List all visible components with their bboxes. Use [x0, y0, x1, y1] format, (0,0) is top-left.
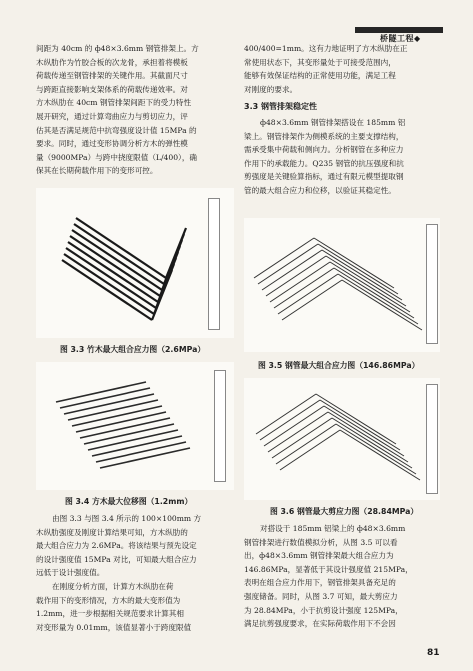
text-line: 表明在组合应力作用下，钢管排架具备充足的 — [244, 578, 396, 588]
running-header: 桥隧工程◆ — [380, 34, 421, 43]
color-legend — [426, 224, 438, 344]
text-line: 为 28.84MPa，小于抗剪设计强度 125MPa， — [244, 605, 403, 615]
text-line: 对搭设于 185mm 铝梁上的 ф48×3.6mm — [260, 524, 406, 533]
color-legend — [214, 370, 226, 482]
text-line: 对变形量为 0.01mm，该值显著小于跨度限值 — [36, 622, 192, 632]
text-line: 1.2mm，进一步根据相关规范要求计算其相 — [36, 609, 184, 619]
text-line: 强度储备。同时，从图 3.7 可知，最大剪应力 — [244, 591, 398, 601]
text-line: 要求。同时，通过变形协调分析方木的弹性模 — [36, 139, 188, 149]
text-line: 常使用状态下，其变形量处于可接受范围内， — [244, 57, 396, 67]
figure-3-3 — [36, 188, 234, 338]
text-line: 与跨距直接影响支架体系的荷载传递效率。对 — [36, 84, 188, 94]
right-column-top — [244, 42, 440, 198]
text-line: 间距为 40cm 的 ф48×3.6mm 钢管排架上。方 — [36, 44, 199, 53]
text-line: ф48×3.6mm 钢管排架搭设在 185mm 铝 — [260, 117, 406, 127]
figure-3-4 — [36, 362, 234, 490]
text-line: 钢管排架进行数值模拟分析，从图 3.5 可以看 — [244, 537, 398, 547]
page-number: 81 — [427, 648, 440, 658]
text-line: 荷载传递至钢管排架的关键作用。其截面尺寸 — [36, 71, 188, 81]
text-line: 400/400=1mm。这有力地证明了方木纵肋在正 — [244, 44, 408, 53]
text-line: 保其在长期荷载作用下的变形可控。 — [36, 166, 158, 176]
text-line: 在刚度分析方面，计算方木纵肋在荷 — [52, 581, 174, 591]
text-line: 管的最大组合应力和位移，以验证其稳定性。 — [244, 185, 396, 195]
figure-caption: 图 3.4 方木最大位移图（1.2mm） — [65, 497, 193, 506]
text-line: 最大组合应力为 2.6MPa。将该结果与预先设定 — [36, 541, 197, 551]
text-line: 远低于设计强度值。 — [36, 568, 105, 578]
text-line: 的设计强度值 15MPa 对比，可知最大组合应力 — [36, 554, 197, 564]
text-line: 需承受集中荷载和侧向力。分析钢管在多种应力 — [244, 145, 404, 155]
text-line: 作用下的承载能力。Q235 钢管的抗压强度和抗 — [244, 158, 404, 168]
timber-displacement-plot — [36, 362, 234, 490]
right-column-bottom — [244, 522, 440, 631]
left-column-bottom — [36, 512, 234, 634]
text-line: 对刚度的要求。 — [244, 84, 298, 94]
bamboo-stress-plot — [36, 188, 234, 338]
text-line: 146.86MPa，显著低于其设计强度值 215MPa， — [244, 564, 413, 574]
text-line: 估其是否满足规范中抗弯强度设计值 15MPa 的 — [36, 125, 197, 135]
steel-combined-stress-plot — [244, 218, 440, 352]
text-line: 展开研究，通过计算弯曲应力与剪切应力，评 — [36, 111, 188, 121]
text-line: 梁上。钢管排架作为侧模系统的主要支撑结构， — [244, 131, 404, 141]
text-line: 由图 3.3 与图 3.4 所示的 100×100mm 方 — [52, 514, 202, 523]
text-line: 剪强度是关键验算指标，通过有限元模型提取钢 — [244, 172, 404, 182]
text-line: 方木纵肋在 40cm 钢管排架间距下的受力特性 — [36, 98, 192, 108]
figure-caption: 图 3.6 钢管最大剪应力图（28.84MPa） — [270, 507, 419, 516]
text-line: 木纵肋强度及刚度计算结果可知，方木纵肋的 — [36, 527, 188, 537]
text-line: 满足抗剪强度要求，在实际荷载作用下不会因 — [244, 619, 396, 629]
text-line: 木纵肋作为竹胶合板的次龙骨，承担着将模板 — [36, 57, 188, 67]
figure-caption: 图 3.5 钢管最大组合应力图（146.86MPa） — [258, 361, 420, 370]
color-legend — [426, 384, 438, 494]
text-line: 出，ф48×3.6mm 钢管排架最大组合应力为 — [244, 551, 394, 561]
figure-3-5 — [244, 218, 440, 352]
figure-caption: 图 3.3 竹木最大组合应力图（2.6MPa） — [60, 345, 206, 354]
text-line: 能够有效保证结构的正常使用功能，满足工程 — [244, 71, 396, 81]
steel-shear-stress-plot — [244, 378, 440, 500]
text-line: 量（9000MPa）与跨中挠度限值（L/400），确 — [36, 152, 198, 162]
section-heading: 3.3 钢管排架稳定性 — [244, 102, 317, 112]
text-line: 载作用下的变形情况，方木的最大变形值为 — [36, 595, 181, 605]
left-column-top — [36, 42, 234, 178]
figure-3-6 — [244, 378, 440, 500]
color-legend — [208, 198, 220, 330]
